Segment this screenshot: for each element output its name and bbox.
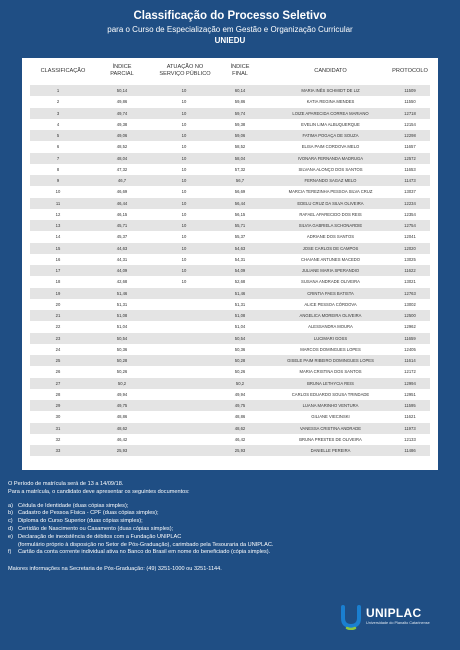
cell-classificacao: 24 [55,346,61,352]
document-item-text: Cédula de Identidade (duas cópias simples); [18,502,129,509]
cell-classificacao: 11 [55,200,61,206]
document-item-text: (formulário próprio à disposição no Setor de Pós-Graduação), carimbado pela Tesouraria da UNIPLAC. [18,541,274,548]
cell-protocolo: 11473 [404,178,416,183]
cell-classificacao: 22 [55,324,61,330]
cell-indice-parcial: 50,14 [116,88,128,93]
document-item [8,510,448,518]
table-row [30,344,430,355]
table-row [30,434,430,445]
cell-indice-parcial: 48,62 [116,425,128,431]
cell-atuacao: 10 [181,223,187,228]
cell-classificacao: 21 [55,313,61,318]
cell-atuacao: 10 [181,133,187,138]
cell-indice-final: 50,26 [234,369,246,375]
documents-list [8,503,448,558]
cell-candidato: ANGELICA MOREIRA OLIVEIRA [299,313,362,318]
cell-indice-parcial: 46,69 [116,189,128,195]
cell-indice-final: 58,04 [234,155,246,161]
cell-atuacao [154,299,214,310]
cell-classificacao: 17 [55,268,61,273]
document-item-key: f) [8,549,12,556]
cell-indice-parcial: 47,32 [116,166,128,172]
header-indice-parcial [98,64,146,78]
document-item [8,542,448,550]
cell-classificacao: 26 [55,369,61,375]
cell-indice-parcial: 49,75 [116,403,128,408]
cell-atuacao: 10 [181,99,187,105]
cell-atuacao: 10 [181,211,187,217]
cell-classificacao: 19 [55,290,61,296]
document-item [8,518,448,526]
cell-indice-final: 58,52 [234,144,246,150]
cell-indice-parcial: 49,74 [116,110,128,116]
document-item [8,549,448,557]
cell-indice-final: 60,14 [234,88,246,93]
cell-atuacao [154,445,214,456]
cell-atuacao: 10 [181,234,187,240]
document-title: Classificação do Processo Seletivo [133,10,327,22]
document-item-key [8,542,18,550]
cell-protocolo: 11509 [404,88,416,93]
cell-atuacao [154,321,214,332]
document-item-text: Diploma do Curso Superior (duas cópias simples); [18,518,143,525]
table-row [30,265,430,276]
cell-indice-parcial: 50,2 [117,380,127,386]
cell-candidato: FERNANDO SAGAZ MELO [304,178,357,183]
table-row [30,231,430,242]
cell-candidato: EDELU CRUZ DA SILVA OLIVEIRA [297,200,364,206]
cell-protocolo: 11973 [404,425,416,431]
table-row [30,243,430,254]
cell-indice-parcial: 49,94 [116,391,128,397]
cell-candidato: MARCOS DOMINGUES LOPES [300,346,361,352]
cell-protocolo: 12962 [404,324,416,330]
document-item-key: e) [8,533,13,540]
table-row [30,164,430,175]
program-name: UNIEDU [214,36,246,45]
cell-indice-final: 54,31 [234,256,246,262]
cell-indice-final: 54,09 [234,268,246,273]
header-indice-parcial-line2: PARCIAL [110,71,134,77]
cell-protocolo: 12354 [404,211,416,217]
cell-candidato: CARLOS EDUARDO SOUSA TRINDADE [291,391,370,397]
table-body [30,85,430,456]
table-row [30,321,430,332]
cell-indice-parcial: 44,09 [116,268,128,273]
cell-candidato: IVONARA FERNANDA MADRUGA [297,155,364,161]
document-item-text: Declaração de inexistência de débitos com a Fundação UNIPLAC [18,533,182,540]
cell-protocolo: 12500 [404,313,416,318]
cell-candidato: ADRIANE DOS SANTOS [306,234,355,240]
cell-classificacao: 9 [56,178,60,183]
document-item-key: c) [8,518,13,525]
document-item-key: d) [8,525,13,532]
cell-classificacao: 28 [55,391,61,397]
header-indice-parcial-line1: ÍNDICE [112,64,132,70]
cell-candidato: ALICE PESSOA CÓRDOVA [304,301,357,307]
cell-atuacao: 10 [181,144,187,150]
cell-indice-parcial: 42,68 [116,279,128,285]
cell-indice-final: 49,94 [234,391,246,397]
cell-protocolo: 12172 [404,369,416,375]
cell-protocolo: 11614 [404,358,416,363]
cell-candidato: MARIA CRISTINA DOS SANTOS [299,369,362,375]
cell-candidato: ELISA PAIM CORDOVA MELO [301,144,360,150]
cell-indice-parcial: 49,38 [116,121,128,127]
cell-candidato: LUANA MARINHO VENTURA [302,403,359,408]
cell-classificacao: 23 [55,335,61,341]
cell-classificacao: 25 [55,358,61,363]
cell-atuacao [154,389,214,400]
table-row [30,254,430,265]
cell-indice-parcial: 46,44 [116,200,128,206]
cell-indice-final: 57,32 [234,166,246,172]
cell-indice-final: 48,62 [234,425,246,431]
cell-classificacao: 5 [56,133,60,138]
cell-protocolo: 11621 [404,414,416,420]
table-row [30,366,430,377]
document-item [8,534,448,542]
cell-indice-parcial: 44,63 [116,245,128,251]
cell-classificacao: 33 [55,448,61,453]
cell-classificacao: 2 [56,99,60,105]
cell-indice-parcial: 50,36 [116,346,128,352]
header-classificacao: CLASSIFICAÇÃO [40,68,86,74]
table-row [30,130,430,141]
table-row [30,389,430,400]
cell-protocolo: 12234 [404,200,416,206]
cell-candidato: CHAIANE ANTUNES MACEDO [300,256,361,262]
cell-atuacao: 10 [181,189,187,195]
cell-indice-final: 48,86 [234,414,246,420]
cell-atuacao: 10 [181,200,187,206]
table-row [30,333,430,344]
cell-candidato: GILIANE VIECINSKI [311,414,350,420]
logo-tagline: Universidade do Planalto Catarinense [366,621,430,625]
cell-indice-parcial: 48,52 [116,144,128,150]
cell-classificacao: 3 [56,110,60,116]
cell-protocolo: 13025 [404,256,416,262]
cell-protocolo: 11622 [404,268,416,273]
cell-indice-final: 55,71 [234,223,246,228]
document-item [8,503,448,511]
cell-candidato: SILVIA GABRIELA SCHONARDIE [298,223,363,228]
cell-candidato: BRUNA PRESTES DE OLIVEIRA [299,436,362,442]
header-atuacao-line2: SERVIÇO PÚBLICO [159,71,211,77]
cell-protocolo: 13002 [404,301,416,307]
cell-indice-final: 56,15 [234,211,246,217]
table-row [30,198,430,209]
cell-indice-parcial: 51,31 [116,301,128,307]
cell-atuacao [154,378,214,389]
cell-indice-final: 51,31 [234,301,246,307]
table-row [30,423,430,434]
header-indice-final-line1: ÍNDICE [230,64,250,70]
cell-candidato: JOSE CARLOS DE CAMPOS [302,245,359,251]
cell-indice-final: 55,37 [234,234,246,240]
header-indice-final-line2: FINAL [232,71,248,77]
cell-classificacao: 20 [55,301,61,307]
document-item-text: Certidão de Nascimento ou Casamento (duas cópias simples); [18,525,174,532]
table-row [30,153,430,164]
cell-indice-final: 54,63 [234,245,246,251]
cell-atuacao [154,423,214,434]
document-item-text: Cadastro de Pessoa Física - CPF (duas cópias simples); [18,510,159,517]
cell-atuacao: 10 [181,121,187,127]
table-header [22,58,438,84]
cell-indice-final: 56,69 [234,189,246,195]
cell-atuacao [154,411,214,422]
cell-indice-parcial: 46,42 [116,436,128,442]
cell-candidato: BRUNA LETHYCIA REIS [307,380,354,386]
table-row [30,288,430,299]
cell-indice-final: 25,93 [234,448,246,453]
cell-protocolo: 12951 [404,391,416,397]
header-atuacao [153,64,217,78]
cell-indice-parcial: 51,04 [116,324,128,330]
cell-classificacao: 32 [55,436,61,442]
cell-classificacao: 1 [56,88,60,93]
cell-protocolo: 12572 [404,155,416,161]
cell-classificacao: 14 [55,234,61,240]
cell-indice-final: 56,7 [235,178,245,183]
cell-classificacao: 13 [55,223,61,228]
cell-candidato: FATIMA POGAÇA DE SOUZA [302,133,359,138]
table-row [30,186,430,197]
cell-classificacao: 31 [55,425,61,431]
cell-indice-final: 52,68 [234,279,246,285]
table-row [30,400,430,411]
table-row [30,96,430,107]
cell-protocolo: 13021 [404,279,416,285]
cell-indice-parcial: 50,28 [116,358,128,363]
document-item-key: b) [8,510,13,517]
cell-indice-final: 59,06 [234,133,246,138]
cell-candidato: RAFAEL APARECIDO DOS REIS [299,211,362,217]
cell-protocolo: 11550 [404,99,416,105]
cell-classificacao: 29 [55,403,61,408]
cell-atuacao: 10 [181,279,187,285]
cell-candidato: LOIZE APARECIDA CORREA MARIANO [292,110,369,116]
table-row [30,119,430,130]
cell-indice-final: 59,86 [234,99,246,105]
cell-candidato: CRINTIA PAES BATISTA [307,290,354,296]
cell-candidato: KATIA REGINA MENDES [306,99,355,105]
enrollment-info [8,481,448,574]
cell-candidato: DANIELLE PEREIRA [310,448,351,453]
results-table-panel [22,58,438,470]
enrollment-period: O Período de matrícula será de 13 a 14/09/18. [8,481,124,487]
table-row [30,276,430,287]
cell-candidato: ALESSANDRA MOURA [308,324,353,330]
cell-protocolo: 12994 [404,380,416,386]
cell-protocolo: 12298 [404,133,416,138]
cell-classificacao: 4 [56,121,60,127]
logo-wordmark: UNIPLAC [366,606,422,620]
cell-indice-parcial: 50,26 [116,369,128,375]
cell-atuacao [154,355,214,366]
uniplac-logo-icon [340,604,362,630]
cell-candidato: MARCIA TEREZINHA PESSOA SILVA CRUZ [288,189,373,195]
cell-candidato: JULIANE MARIA SPERANDIO [301,268,360,273]
table-row [30,141,430,152]
document-subtitle: para o Curso de Especialização em Gestão e Organização Curricular [107,25,353,34]
cell-classificacao: 6 [56,144,60,150]
document-item-text: Cartão da conta corrente individual ativa no Banco do Brasil em nome do beneficiado (cópia simples). [18,549,271,556]
table-row [30,175,430,186]
header-candidato: CANDIDATO [314,68,347,74]
cell-atuacao [154,400,214,411]
document-item-key: a) [8,502,13,509]
cell-indice-parcial: 51,08 [116,313,128,318]
cell-atuacao: 10 [181,268,187,273]
cell-indice-parcial: 49,86 [116,99,128,105]
cell-classificacao: 15 [55,245,61,251]
table-row [30,411,430,422]
contact-info: Maiores informações na Secretaria de Pós-Graduação: (49) 3251-1000 ou 3251-1144. [8,566,222,573]
cell-indice-parcial: 25,93 [116,448,128,453]
cell-indice-final: 50,54 [234,335,246,341]
cell-protocolo: 11653 [404,166,416,172]
table-row [30,108,430,119]
cell-atuacao: 10 [181,155,187,161]
cell-atuacao: 10 [181,88,187,93]
cell-indice-parcial: 48,04 [116,155,128,161]
cell-candidato: GISELE PAIM RIBEIRO DOMINGUES LOPES [287,358,374,363]
header-atuacao-line1: ATUAÇÃO NO [166,64,204,70]
cell-indice-final: 49,75 [234,403,246,408]
document-header [0,0,460,58]
cell-candidato: SILVANA ALONÇO DOS SANTOS [298,166,363,172]
cell-atuacao: 10 [181,178,187,183]
cell-classificacao: 12 [55,211,61,217]
cell-protocolo: 11486 [404,448,416,453]
cell-protocolo: 12133 [404,436,416,442]
cell-atuacao [154,333,214,344]
cell-indice-final: 50,36 [234,346,246,352]
cell-atuacao: 10 [181,166,187,172]
cell-protocolo: 12718 [404,110,416,116]
table-row [30,355,430,366]
cell-atuacao: 10 [181,110,187,116]
cell-protocolo: 12041 [404,234,416,240]
cell-protocolo: 12754 [404,223,416,228]
cell-indice-parcial: 46,15 [116,211,128,217]
cell-atuacao [154,434,214,445]
table-row [30,378,430,389]
cell-protocolo: 12763 [404,290,416,296]
cell-indice-parcial: 48,86 [116,414,128,420]
cell-atuacao [154,366,214,377]
cell-atuacao: 10 [181,245,187,251]
cell-atuacao [154,288,214,299]
cell-indice-final: 59,74 [234,110,246,116]
cell-classificacao: 7 [56,155,60,161]
cell-indice-parcial: 49,06 [116,133,128,138]
table-row [30,209,430,220]
cell-indice-final: 50,28 [234,358,246,363]
cell-classificacao: 8 [56,166,60,172]
cell-protocolo: 11657 [404,144,416,150]
cell-classificacao: 18 [55,279,61,285]
cell-candidato: MARIA INÊS SCHMIDT DE LIZ [301,88,360,93]
document-item [8,526,448,534]
cell-atuacao [154,310,214,321]
cell-indice-final: 51,08 [234,313,246,318]
cell-protocolo: 11659 [404,335,416,341]
table-row [30,220,430,231]
cell-protocolo: 12020 [404,245,416,251]
header-protocolo: PROTOCOLO [392,68,428,74]
cell-indice-parcial: 45,37 [116,234,128,240]
table-row [30,85,430,96]
cell-indice-final: 50,2 [235,380,245,386]
cell-classificacao: 16 [55,256,61,262]
uniplac-logo [340,604,450,632]
cell-candidato: EVELIN LIMA ALBUQUERQUE [301,121,360,127]
cell-indice-parcial: 50,54 [116,335,128,341]
cell-candidato: LUCIMARI GOSS [313,335,348,341]
cell-indice-parcial: 44,31 [116,256,128,262]
cell-atuacao [154,344,214,355]
table-row [30,299,430,310]
header-indice-final [215,64,265,78]
table-row [30,445,430,456]
cell-protocolo: 12405 [404,346,416,352]
cell-indice-parcial: 45,71 [116,223,128,228]
cell-classificacao: 27 [55,380,61,386]
cell-candidato: VANESSA CRISTINA ANDRADE [299,425,362,431]
cell-indice-final: 46,42 [234,436,246,442]
cell-indice-final: 59,38 [234,121,246,127]
table-row [30,310,430,321]
cell-indice-final: 51,46 [234,290,246,296]
cell-protocolo: 12154 [404,121,416,127]
cell-indice-parcial: 46,7 [117,178,127,183]
cell-atuacao: 10 [181,256,187,262]
cell-indice-final: 56,44 [234,200,246,206]
cell-classificacao: 10 [55,189,61,195]
documents-intro: Para a matrícula, o candidato deve apresentar os seguintes documentos: [8,488,190,495]
cell-candidato: SUSANA ANDRADE OLIVEIRA [301,279,360,285]
cell-indice-final: 51,04 [234,324,246,330]
cell-classificacao: 30 [55,414,61,420]
cell-indice-parcial: 51,46 [116,290,128,296]
cell-protocolo: 11595 [404,403,416,408]
cell-protocolo: 13037 [404,189,416,195]
